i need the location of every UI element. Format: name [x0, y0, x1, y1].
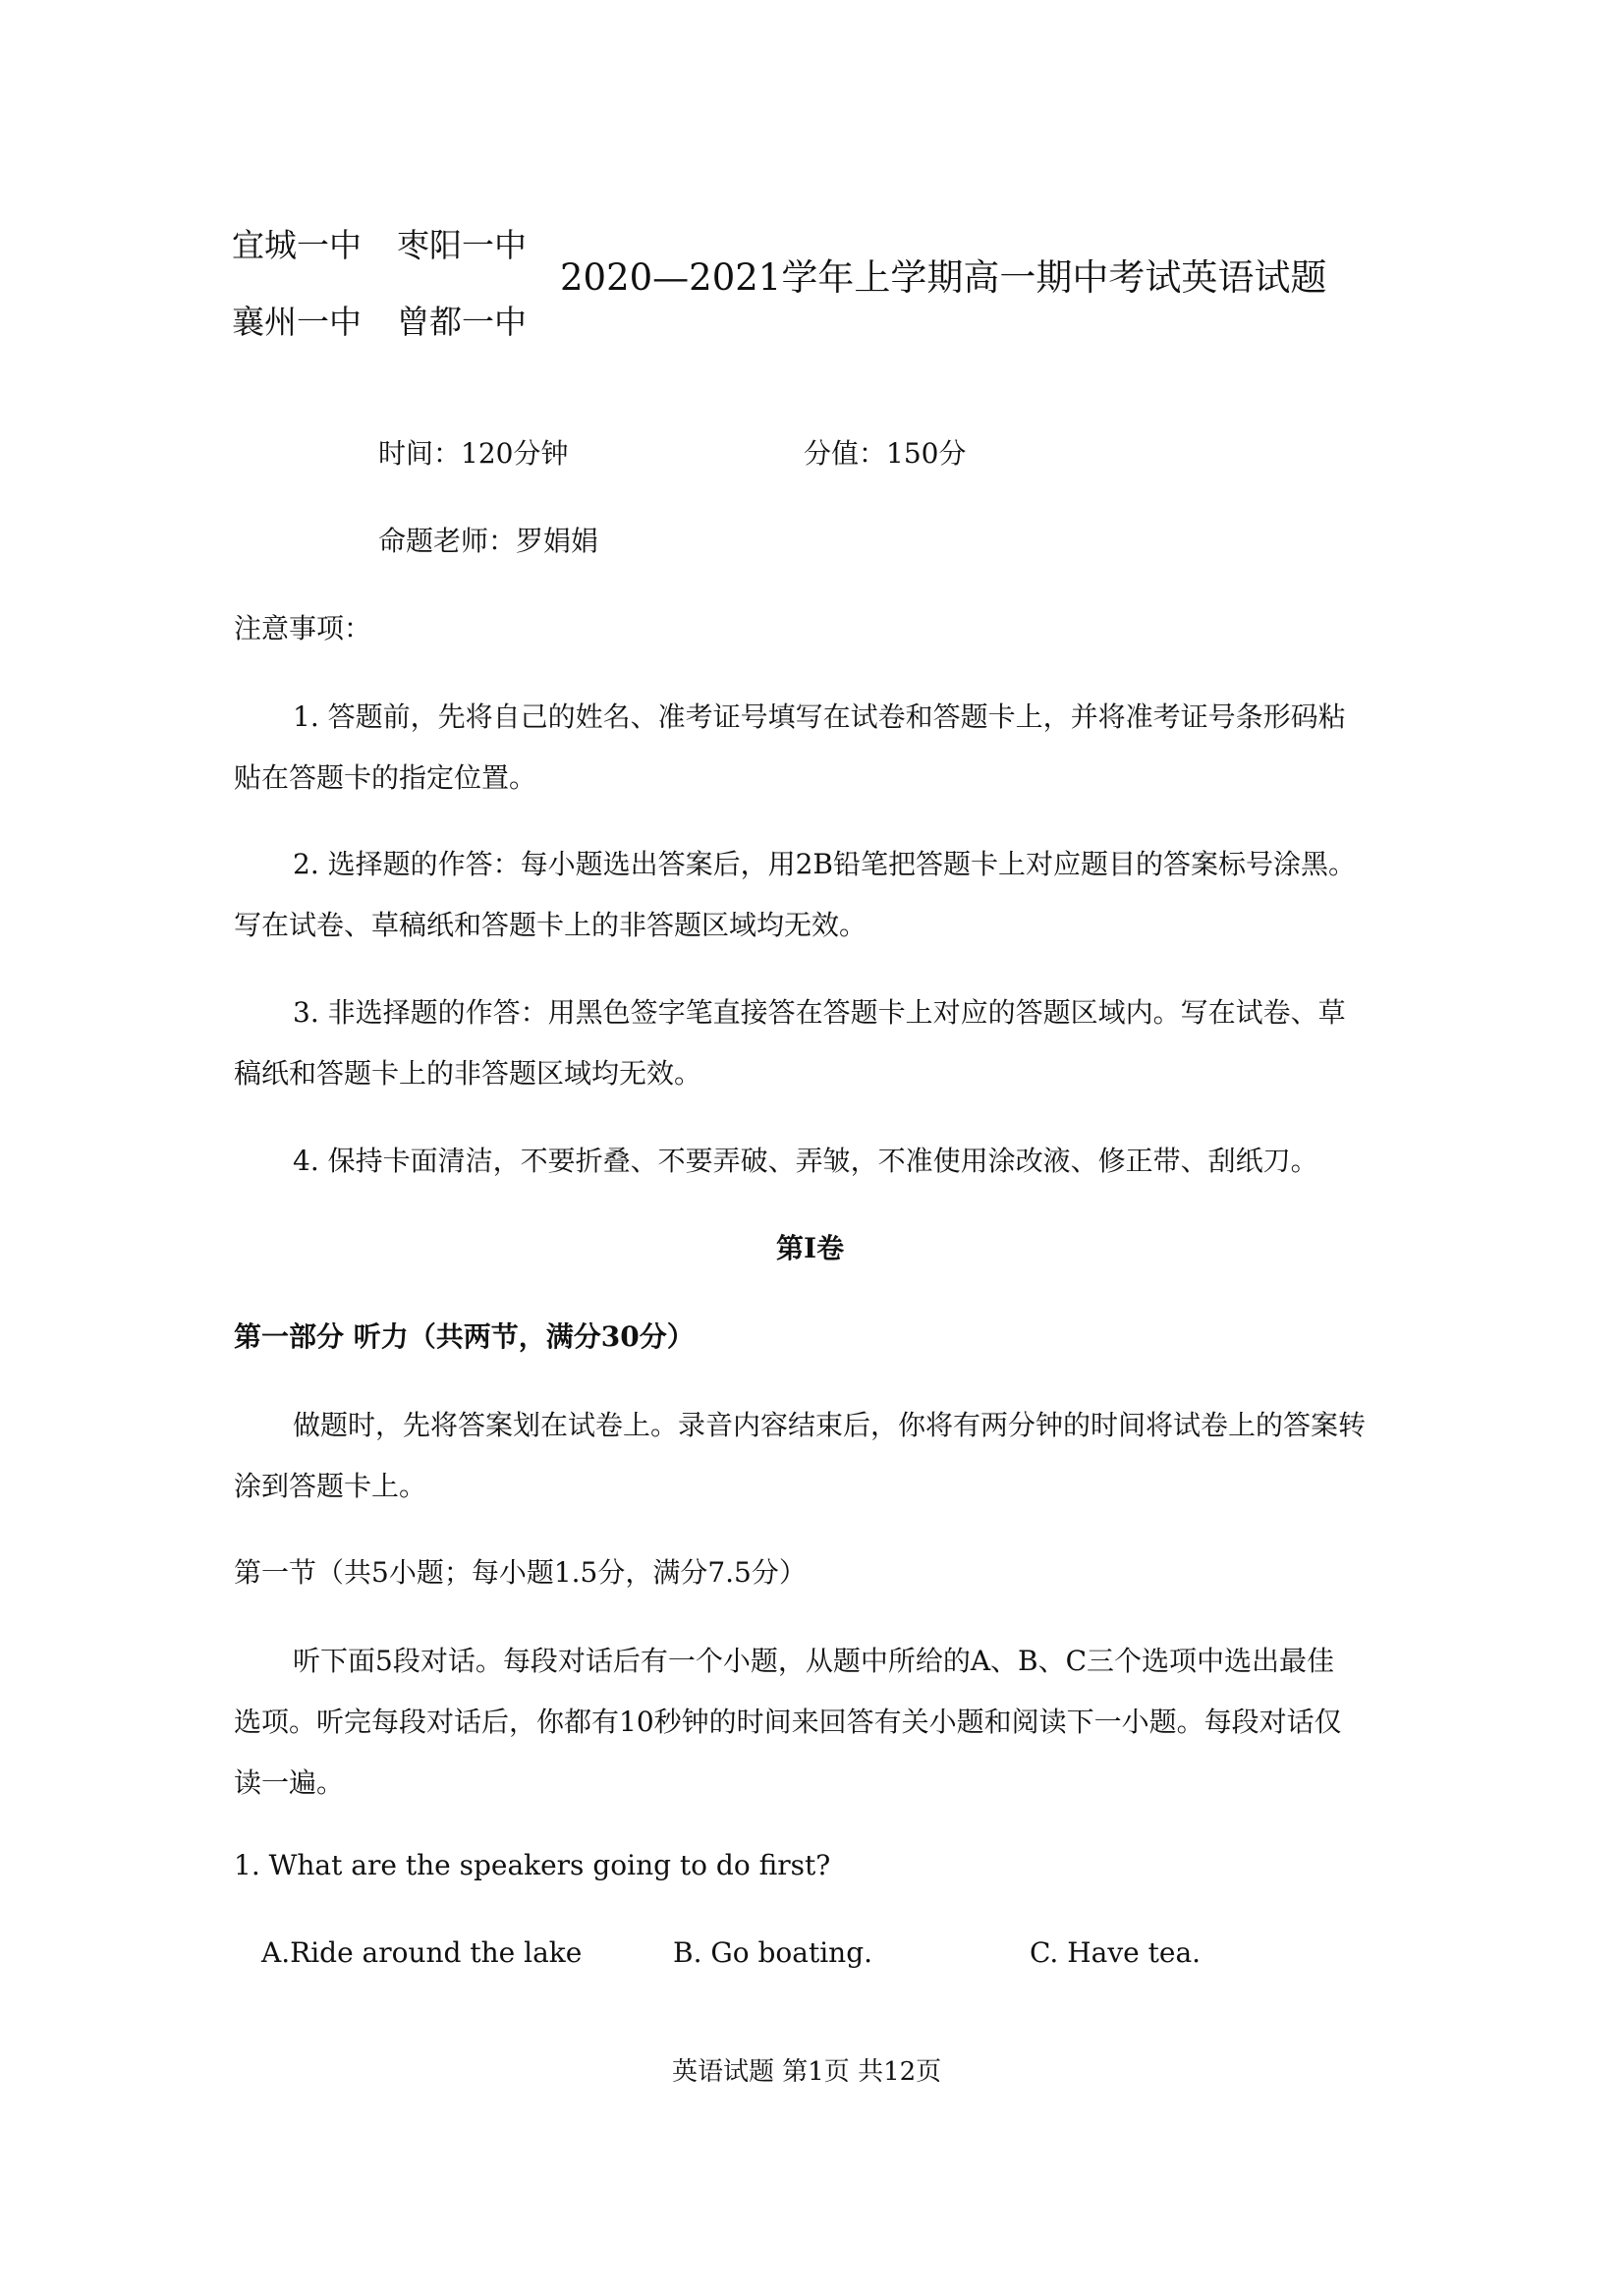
- school-name: 枣阳一中: [397, 226, 527, 264]
- section-instructions: 听下面5段对话。每段对话后有一个小题，从题中所给的A、B、C三个选项中选出最佳: [293, 1645, 1335, 1677]
- section-instructions-cont: 读一遍。: [234, 1766, 345, 1799]
- note-item: 2. 选择题的作答：每小题选出答案后，用2B铅笔把答题卡上对应题目的答案标号涂黑。: [293, 848, 1357, 880]
- note-item: 3. 非选择题的作答：用黑色签字笔直接答在答题卡上对应的答题区域内。写在试卷、草: [293, 996, 1346, 1029]
- part-heading: 第一部分 听力（共两节，满分30分）: [234, 1320, 695, 1353]
- note-item-cont: 贴在答题卡的指定位置。: [234, 761, 537, 794]
- exam-title: 2020—2021学年上学期高一期中考试英语试题: [560, 256, 1327, 299]
- note-item: 4. 保持卡面清洁，不要折叠、不要弄破、弄皱，不准使用涂改液、修正带、刮纸刀。: [293, 1145, 1318, 1177]
- school-name: 曾都一中: [397, 303, 527, 341]
- section-heading: 第一节（共5小题；每小题1.5分，满分7.5分）: [234, 1556, 807, 1589]
- question-option-c: C. Have tea.: [1030, 1936, 1202, 1969]
- note-item-cont: 稿纸和答题卡上的非答题区域均无效。: [234, 1057, 702, 1090]
- question-option-a: A.Ride around the lake: [261, 1936, 583, 1969]
- exam-author: 命题老师：罗娟娟: [378, 525, 599, 557]
- part-intro-cont: 涂到答题卡上。: [234, 1470, 427, 1502]
- page-footer: 英语试题 第1页 共12页: [672, 2057, 942, 2087]
- exam-time: 时间：120分钟: [378, 437, 569, 470]
- note-item-cont: 写在试卷、草稿纸和答题卡上的非答题区域均无效。: [234, 909, 867, 941]
- school-name: 襄州一中: [232, 303, 362, 341]
- exam-score: 分值：150分: [804, 437, 967, 470]
- part-intro: 做题时，先将答案划在试卷上。录音内容结束后，你将有两分钟的时间将试卷上的答案转: [293, 1409, 1367, 1441]
- question-stem: 1. What are the speakers going to do first?: [234, 1849, 831, 1881]
- section-instructions-cont: 选项。听完每段对话后，你都有10秒钟的时间来回答有关小题和阅读下一小题。每段对话仅: [234, 1706, 1342, 1738]
- notes-heading: 注意事项：: [234, 612, 372, 644]
- volume-title: 第I卷: [776, 1232, 845, 1264]
- note-item: 1. 答题前，先将自己的姓名、准考证号填写在试卷和答题卡上，并将准考证号条形码粘: [293, 700, 1346, 733]
- question-option-b: B. Go boating.: [673, 1936, 873, 1969]
- school-name: 宜城一中: [232, 226, 362, 264]
